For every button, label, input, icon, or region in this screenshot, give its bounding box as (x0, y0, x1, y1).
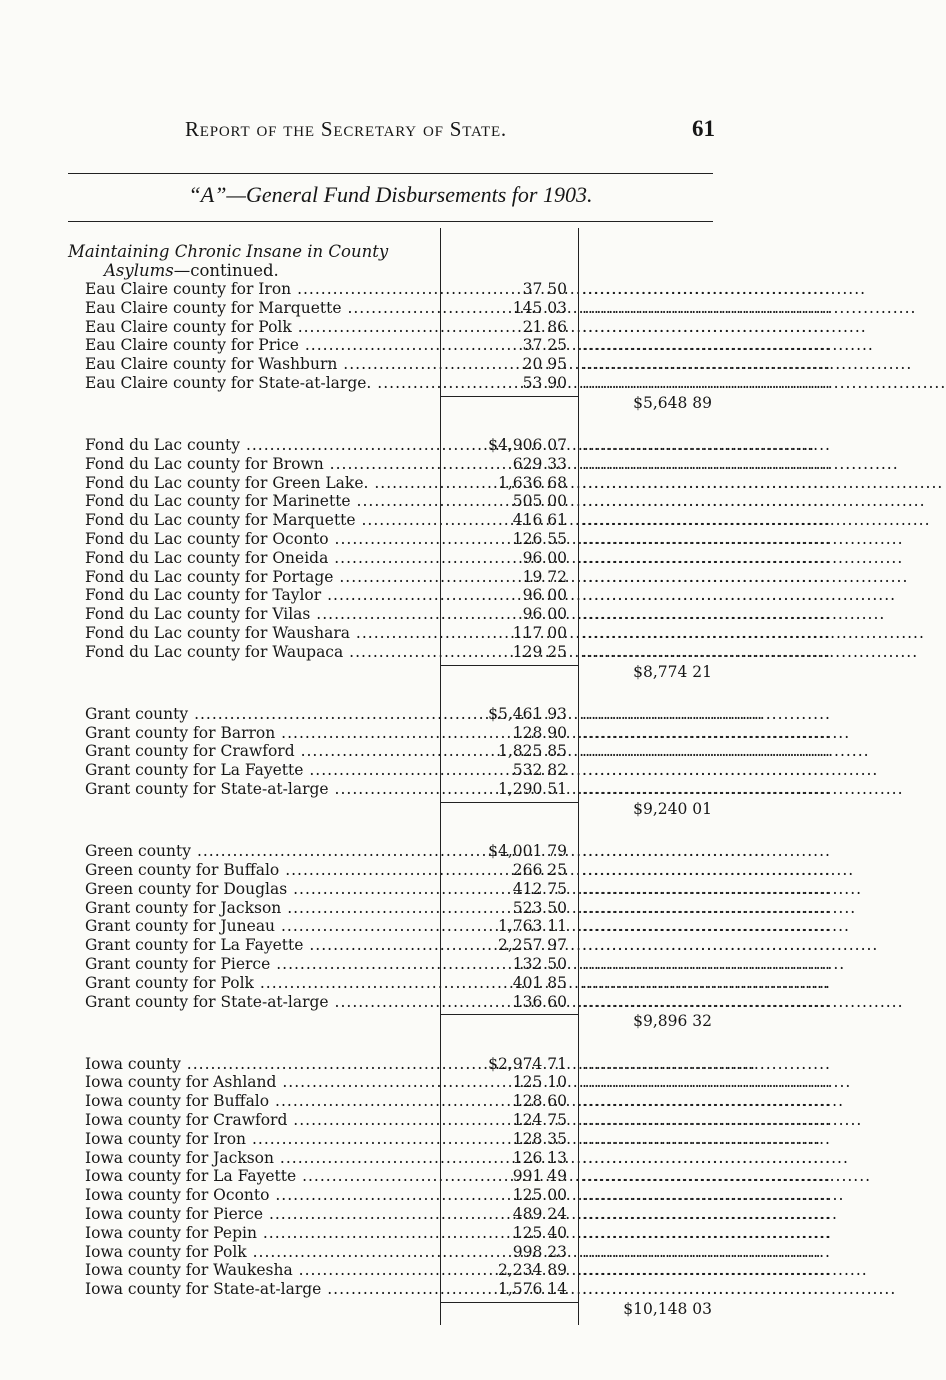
row-amount: 532 82 (512, 761, 567, 780)
table-row (0, 974, 844, 993)
row-leader-dots: .......................................... (582, 1148, 831, 1167)
row-label: Eau Claire county for Price ..... (85, 336, 437, 355)
row-leader-dots: .......................................... (582, 723, 831, 742)
row-label: Iowa county for Crawford ..... (85, 1111, 437, 1130)
table-row (0, 336, 844, 355)
page-number: 61 (692, 116, 715, 141)
row-label: Grant county for La Fayette ..... (85, 936, 437, 955)
row-leader-dots: .......................................... (582, 742, 831, 761)
section-heading-italic: Asylums (104, 261, 174, 280)
row-leader-dots: .......................................... (582, 511, 831, 530)
row-leader-dots: .......................................... (582, 473, 831, 492)
table-row (0, 742, 844, 761)
row-label: Eau Claire county for Polk ..... (85, 318, 437, 337)
row-amount: 1,825 85 (497, 742, 567, 761)
table-row (0, 899, 844, 918)
table-row (0, 724, 844, 743)
row-amount: 412 75 (512, 879, 567, 898)
row-label: Grant county for State-at-large ..... (85, 993, 437, 1012)
row-leader-dots: .......................................... (582, 936, 831, 955)
row-label: Eau Claire county for Marquette ..... (85, 299, 437, 318)
table-row (0, 1149, 844, 1168)
row-leader-dots: .......................................... (582, 336, 831, 355)
table-row (0, 1224, 844, 1243)
row-leader-dots: .......................................... (582, 1186, 831, 1205)
row-leader-dots: .......................................... (582, 298, 831, 317)
row-amount: 489 24 (512, 1204, 567, 1223)
table-row (0, 1130, 844, 1149)
table-row (0, 643, 844, 662)
row-amount: 2,257 97 (497, 936, 567, 955)
row-leader-dots: .......................................... (582, 1073, 831, 1092)
row-label: Eau Claire county for Washburn ..... (85, 355, 437, 374)
table-row (0, 1280, 844, 1299)
table-row (0, 474, 844, 493)
table-row (0, 993, 844, 1012)
table-row (0, 1055, 844, 1074)
row-amount: 128 90 (512, 723, 567, 742)
row-leader-dots: .......................................... (582, 704, 831, 723)
row-leader-dots: .......................................... (582, 1167, 831, 1186)
table-row (0, 1111, 844, 1130)
row-amount: $4,001 79 (488, 842, 567, 861)
column-divider-right (578, 228, 579, 1325)
group-total: $5,648 89 (633, 393, 712, 412)
table-row (0, 842, 844, 861)
table-row (0, 299, 844, 318)
row-label: Iowa county for State-at-large ..... (85, 1280, 437, 1299)
row-label: Fond du Lac county for Brown ..... (85, 455, 437, 474)
row-leader-dots: .......................................... (582, 1092, 831, 1111)
row-leader-dots: .......................................... (582, 280, 831, 298)
row-label: Grant county for Jackson ..... (85, 899, 437, 918)
row-label: Iowa county for Polk ..... (85, 1243, 437, 1262)
table-row (0, 861, 844, 880)
row-leader-dots: .......................................... (582, 548, 831, 567)
row-leader-dots: .......................................... (582, 492, 831, 511)
table-row (0, 1243, 844, 1262)
table-row (0, 936, 844, 955)
row-leader-dots: .......................................... (582, 436, 831, 455)
table-row (0, 880, 844, 899)
row-leader-dots: .......................................... (582, 374, 831, 392)
row-label: Fond du Lac county for Marquette ..... (85, 511, 437, 530)
table-row (0, 280, 844, 299)
row-label: Eau Claire county for State-at-large. ..... (85, 374, 437, 393)
row-amount: 37 50 (522, 280, 567, 298)
row-leader-dots: .......................................... (582, 567, 831, 586)
row-label: Iowa county for Ashland ..... (85, 1073, 437, 1092)
row-label: Eau Claire county for Iron ..... (85, 280, 437, 299)
row-leader-dots: .......................................... (582, 1223, 831, 1242)
row-label: Fond du Lac county for Waupaca ..... (85, 643, 437, 662)
row-amount: 136 60 (512, 992, 567, 1011)
row-label: Fond du Lac county for Oneida ..... (85, 549, 437, 568)
row-amount: 125 00 (512, 1186, 567, 1205)
row-amount: 125 40 (512, 1223, 567, 1242)
table-row (0, 492, 844, 511)
row-label: Fond du Lac county for Marinette ..... (85, 492, 437, 511)
section-heading-rest: —continued. (173, 261, 279, 280)
row-leader-dots: .......................................... (582, 992, 831, 1011)
table-row (0, 955, 844, 974)
table-row (0, 1092, 844, 1111)
row-amount: $2,974 71 (488, 1054, 567, 1073)
table-row (0, 318, 844, 337)
row-label: Fond du Lac county for Green Lake. ..... (85, 474, 437, 493)
table-row (0, 511, 844, 530)
table-row (0, 705, 844, 724)
table-row (0, 374, 844, 393)
row-leader-dots: .......................................... (582, 624, 831, 643)
table-row (0, 605, 844, 624)
row-label: Iowa county for La Fayette ..... (85, 1167, 437, 1186)
row-leader-dots: .......................................... (582, 586, 831, 605)
table-row (0, 1261, 844, 1280)
subtotal-rule (440, 665, 578, 666)
row-amount: 1,763 11 (497, 917, 567, 936)
table-row (0, 780, 844, 799)
subtotal-rule (440, 1302, 578, 1303)
row-amount: 523 50 (512, 898, 567, 917)
row-label: Fond du Lac county for Vilas ..... (85, 605, 437, 624)
row-leader-dots: .......................................... (582, 454, 831, 473)
subtotal-rule (440, 1014, 578, 1015)
row-amount: 129 25 (512, 642, 567, 661)
row-label: Fond du Lac county for Taylor ..... (85, 586, 437, 605)
table-row (0, 1167, 844, 1186)
row-label: Green county for Douglas ..... (85, 880, 437, 899)
section-heading-continued (104, 261, 279, 280)
running-title: Report of the Secretary of State. (185, 117, 507, 141)
table-row (0, 530, 844, 549)
row-label: Fond du Lac county ..... (85, 436, 437, 455)
row-amount: $4,906 07 (488, 436, 567, 455)
table-row (0, 624, 844, 643)
row-amount: 266 25 (512, 860, 567, 879)
row-label: Green county for Buffalo ..... (85, 861, 437, 880)
row-amount: 1,636 68 (497, 473, 567, 492)
table-title: “A”—General Fund Disbursements for 1903. (188, 182, 593, 207)
row-amount: 19 72 (522, 567, 567, 586)
row-leader-dots: .......................................... (582, 530, 831, 549)
row-label: Iowa county for Iron ..... (85, 1130, 437, 1149)
row-label: Iowa county for Buffalo ..... (85, 1092, 437, 1111)
row-leader-dots: .......................................... (582, 1054, 831, 1073)
group-total: $10,148 03 (623, 1299, 712, 1318)
table-row (0, 549, 844, 568)
row-amount: 128 35 (512, 1129, 567, 1148)
subtotal-rule (440, 396, 578, 397)
section-heading: Maintaining Chronic Insane in County (68, 242, 389, 261)
column-divider-left (440, 228, 441, 1325)
row-leader-dots: .......................................... (582, 954, 831, 973)
row-leader-dots: .......................................... (582, 761, 831, 780)
top-rule (68, 173, 713, 174)
row-amount: 128 60 (512, 1092, 567, 1111)
row-leader-dots: .......................................... (582, 917, 831, 936)
row-amount: 1,576 14 (497, 1280, 567, 1299)
group-total: $9,240 01 (633, 799, 712, 818)
row-leader-dots: .......................................... (582, 605, 831, 624)
row-leader-dots: .......................................... (582, 780, 831, 799)
row-amount: 1,290 51 (497, 780, 567, 799)
row-label: Grant county for Pierce ..... (85, 955, 437, 974)
row-label: Fond du Lac county for Portage ..... (85, 568, 437, 587)
row-amount: 126 13 (512, 1148, 567, 1167)
table-row (0, 1205, 844, 1224)
row-label: Green county ..... (85, 842, 437, 861)
row-label: Grant county for State-at-large ..... (85, 780, 437, 799)
row-amount: 126 55 (512, 530, 567, 549)
row-label: Grant county for Crawford ..... (85, 742, 437, 761)
row-label: Fond du Lac county for Waushara ..... (85, 624, 437, 643)
row-amount: 998 23 (512, 1242, 567, 1261)
row-amount: 145 03 (512, 298, 567, 317)
row-amount: 125 10 (512, 1073, 567, 1092)
table-row (0, 1073, 844, 1092)
row-amount: 505 00 (512, 492, 567, 511)
table-row (0, 355, 844, 374)
row-leader-dots: .......................................... (582, 355, 831, 374)
row-leader-dots: .......................................... (582, 1204, 831, 1223)
row-label: Fond du Lac county for Oconto ..... (85, 530, 437, 549)
row-amount: 21 86 (522, 317, 567, 336)
row-leader-dots: .......................................... (582, 879, 831, 898)
row-leader-dots: .......................................... (582, 898, 831, 917)
row-label: Grant county for La Fayette ..... (85, 761, 437, 780)
row-label: Iowa county for Waukesha ..... (85, 1261, 437, 1280)
row-amount: 53 90 (522, 374, 567, 392)
row-amount: 96 00 (522, 586, 567, 605)
group-total: $8,774 21 (633, 662, 712, 681)
table-row (0, 917, 844, 936)
row-label: Iowa county for Pepin ..... (85, 1224, 437, 1243)
row-leader-dots: .......................................... (582, 1242, 831, 1261)
row-label: Iowa county for Jackson ..... (85, 1149, 437, 1168)
row-amount: 132 50 (512, 954, 567, 973)
title-rule (68, 221, 713, 222)
row-leader-dots: .......................................... (582, 317, 831, 336)
row-amount: 629 33 (512, 454, 567, 473)
table-row (0, 761, 844, 780)
row-leader-dots: .......................................... (582, 1110, 831, 1129)
subtotal-rule (440, 802, 578, 803)
row-amount: 96 00 (522, 605, 567, 624)
row-amount: 20 95 (522, 355, 567, 374)
row-amount: 2,234 89 (497, 1261, 567, 1280)
row-leader-dots: .......................................... (582, 1261, 831, 1280)
row-amount: $5,461 93 (488, 704, 567, 723)
row-label: Grant county for Juneau ..... (85, 917, 437, 936)
row-amount: 991 49 (512, 1167, 567, 1186)
row-label: Iowa county ..... (85, 1055, 437, 1074)
group-total: $9,896 32 (633, 1012, 712, 1031)
row-leader-dots: .......................................... (582, 860, 831, 879)
table-row (0, 1186, 844, 1205)
row-leader-dots: .......................................... (582, 1129, 831, 1148)
row-leader-dots: .......................................... (582, 1280, 831, 1299)
row-amount: 416 61 (512, 511, 567, 530)
row-leader-dots: .......................................... (582, 642, 831, 661)
row-label: Grant county for Barron ..... (85, 724, 437, 743)
table-row (0, 436, 844, 455)
row-amount: 37 25 (522, 336, 567, 355)
table-row (0, 455, 844, 474)
row-amount: 96 00 (522, 548, 567, 567)
row-label: Iowa county for Oconto ..... (85, 1186, 437, 1205)
row-label: Grant county for Polk ..... (85, 974, 437, 993)
row-leader-dots: .......................................... (582, 973, 831, 992)
row-amount: 117 00 (512, 624, 567, 643)
row-amount: 124 75 (512, 1110, 567, 1129)
row-label: Iowa county for Pierce ..... (85, 1205, 437, 1224)
row-amount: 401 85 (512, 973, 567, 992)
table-row (0, 586, 844, 605)
row-label: Grant county ..... (85, 705, 437, 724)
table-row (0, 568, 844, 587)
row-leader-dots: .......................................... (582, 842, 831, 861)
